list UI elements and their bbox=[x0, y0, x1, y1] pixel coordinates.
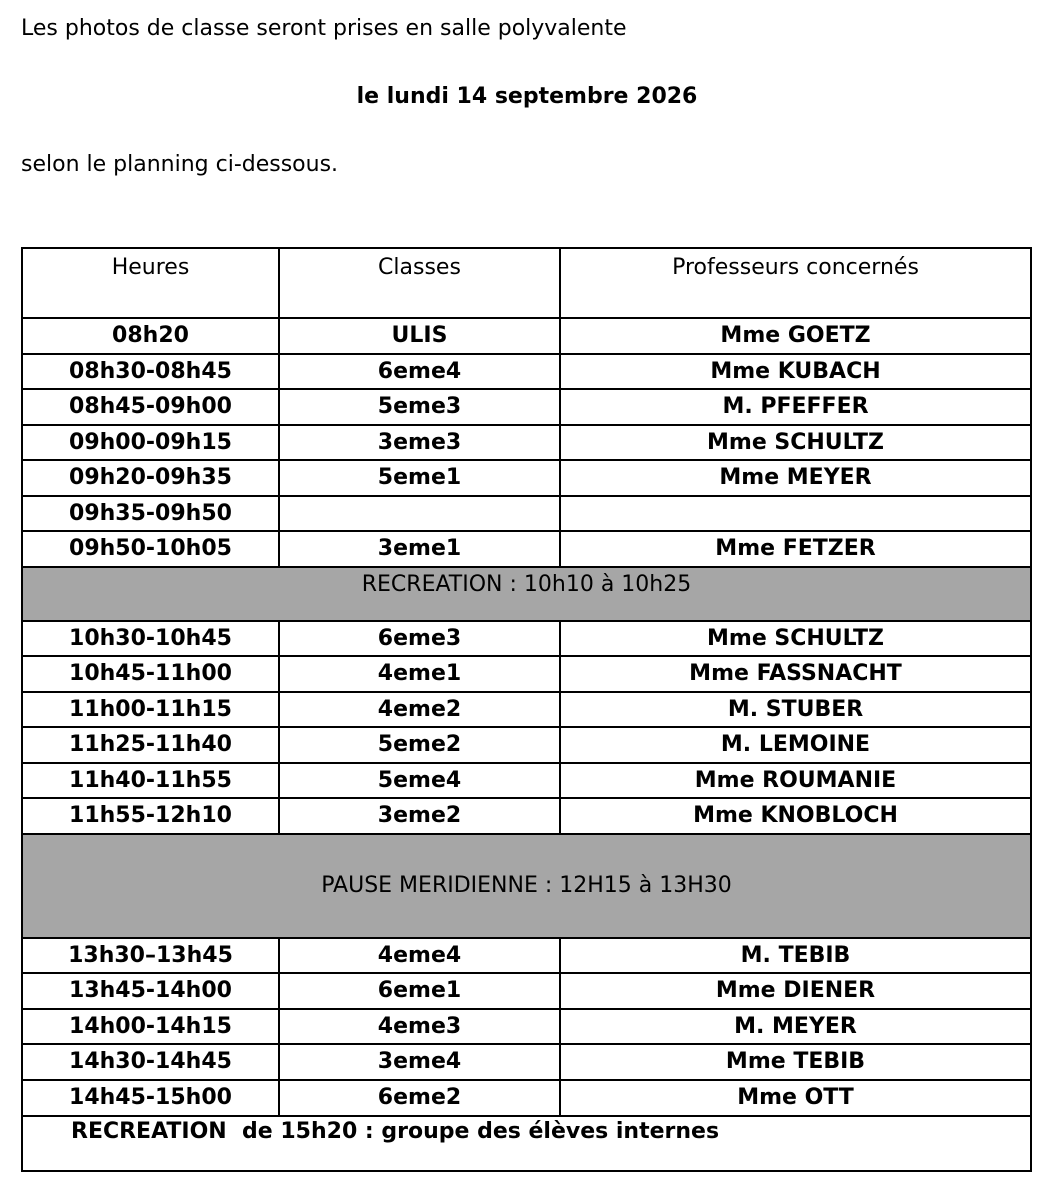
pause-meridienne-row bbox=[22, 834, 1031, 938]
table-row bbox=[22, 389, 1031, 425]
cell-heure: 13h45-14h00 bbox=[22, 973, 279, 1009]
cell-heure: 09h00-09h15 bbox=[22, 425, 279, 461]
cell-classe bbox=[279, 496, 560, 532]
table-row bbox=[22, 798, 1031, 834]
cell-classe: ULIS bbox=[279, 318, 560, 354]
table-header-row bbox=[22, 248, 1031, 318]
planning-table bbox=[21, 247, 1032, 1172]
table-row bbox=[22, 1080, 1031, 1116]
pause-meridienne-label: PAUSE MERIDIENNE : 12H15 à 13H30 bbox=[22, 834, 1031, 938]
cell-heure: 14h00-14h15 bbox=[22, 1009, 279, 1045]
table-row bbox=[22, 354, 1031, 390]
cell-classe: 5eme2 bbox=[279, 727, 560, 763]
cell-heure: 09h35-09h50 bbox=[22, 496, 279, 532]
table-row bbox=[22, 973, 1031, 1009]
cell-classe: 3eme4 bbox=[279, 1044, 560, 1080]
cell-heure: 11h40-11h55 bbox=[22, 763, 279, 799]
cell-classe: 6eme3 bbox=[279, 621, 560, 657]
table-row bbox=[22, 496, 1031, 532]
intro-text: Les photos de classe seront prises en salle polyvalente bbox=[21, 16, 627, 41]
cell-prof: Mme DIENER bbox=[560, 973, 1031, 1009]
cell-prof bbox=[560, 496, 1031, 532]
table-row bbox=[22, 727, 1031, 763]
cell-classe: 6eme2 bbox=[279, 1080, 560, 1116]
cell-classe: 4eme1 bbox=[279, 656, 560, 692]
table-row bbox=[22, 425, 1031, 461]
cell-classe: 5eme4 bbox=[279, 763, 560, 799]
cell-classe: 3eme3 bbox=[279, 425, 560, 461]
cell-prof: Mme KUBACH bbox=[560, 354, 1031, 390]
table-row bbox=[22, 656, 1031, 692]
cell-heure: 11h00-11h15 bbox=[22, 692, 279, 728]
cell-prof: Mme SCHULTZ bbox=[560, 621, 1031, 657]
cell-heure: 10h45-11h00 bbox=[22, 656, 279, 692]
recreation-row bbox=[22, 567, 1031, 621]
cell-prof: Mme ROUMANIE bbox=[560, 763, 1031, 799]
cell-classe: 3eme1 bbox=[279, 531, 560, 567]
recreation-label: RECREATION : 10h10 à 10h25 bbox=[22, 567, 1031, 621]
table-row bbox=[22, 938, 1031, 974]
table-row bbox=[22, 1009, 1031, 1045]
cell-classe: 4eme3 bbox=[279, 1009, 560, 1045]
table-row bbox=[22, 763, 1031, 799]
intro-planning-text: selon le planning ci-dessous. bbox=[21, 152, 339, 177]
cell-prof: M. STUBER bbox=[560, 692, 1031, 728]
cell-prof: M. PFEFFER bbox=[560, 389, 1031, 425]
table-row bbox=[22, 1044, 1031, 1080]
cell-heure: 14h30-14h45 bbox=[22, 1044, 279, 1080]
cell-heure: 13h30–13h45 bbox=[22, 938, 279, 974]
header-professeurs: Professeurs concernés bbox=[560, 248, 1031, 318]
cell-heure: 09h20-09h35 bbox=[22, 460, 279, 496]
cell-heure: 14h45-15h00 bbox=[22, 1080, 279, 1116]
header-heures: Heures bbox=[22, 248, 279, 318]
cell-heure: 10h30-10h45 bbox=[22, 621, 279, 657]
cell-prof: M. TEBIB bbox=[560, 938, 1031, 974]
cell-prof: M. LEMOINE bbox=[560, 727, 1031, 763]
cell-prof: Mme KNOBLOCH bbox=[560, 798, 1031, 834]
cell-prof: Mme MEYER bbox=[560, 460, 1031, 496]
cell-heure: 08h20 bbox=[22, 318, 279, 354]
cell-classe: 6eme4 bbox=[279, 354, 560, 390]
cell-prof: Mme FETZER bbox=[560, 531, 1031, 567]
cell-classe: 6eme1 bbox=[279, 973, 560, 1009]
footer-row bbox=[22, 1116, 1031, 1171]
cell-prof: Mme GOETZ bbox=[560, 318, 1031, 354]
date-heading: le lundi 14 septembre 2026 bbox=[356, 84, 698, 109]
cell-prof: Mme SCHULTZ bbox=[560, 425, 1031, 461]
cell-prof: Mme FASSNACHT bbox=[560, 656, 1031, 692]
cell-heure: 09h50-10h05 bbox=[22, 531, 279, 567]
cell-classe: 5eme3 bbox=[279, 389, 560, 425]
table-row bbox=[22, 460, 1031, 496]
cell-heure: 11h55-12h10 bbox=[22, 798, 279, 834]
cell-heure: 08h30-08h45 bbox=[22, 354, 279, 390]
table-row bbox=[22, 318, 1031, 354]
recreation-internes-label: RECREATION de 15h20 : groupe des élèves internes bbox=[22, 1116, 1031, 1171]
cell-prof: Mme TEBIB bbox=[560, 1044, 1031, 1080]
cell-classe: 5eme1 bbox=[279, 460, 560, 496]
table-row bbox=[22, 621, 1031, 657]
cell-classe: 3eme2 bbox=[279, 798, 560, 834]
header-classes: Classes bbox=[279, 248, 560, 318]
cell-prof: Mme OTT bbox=[560, 1080, 1031, 1116]
cell-prof: M. MEYER bbox=[560, 1009, 1031, 1045]
cell-heure: 08h45-09h00 bbox=[22, 389, 279, 425]
table-row bbox=[22, 692, 1031, 728]
cell-classe: 4eme2 bbox=[279, 692, 560, 728]
table-row bbox=[22, 531, 1031, 567]
cell-heure: 11h25-11h40 bbox=[22, 727, 279, 763]
cell-classe: 4eme4 bbox=[279, 938, 560, 974]
